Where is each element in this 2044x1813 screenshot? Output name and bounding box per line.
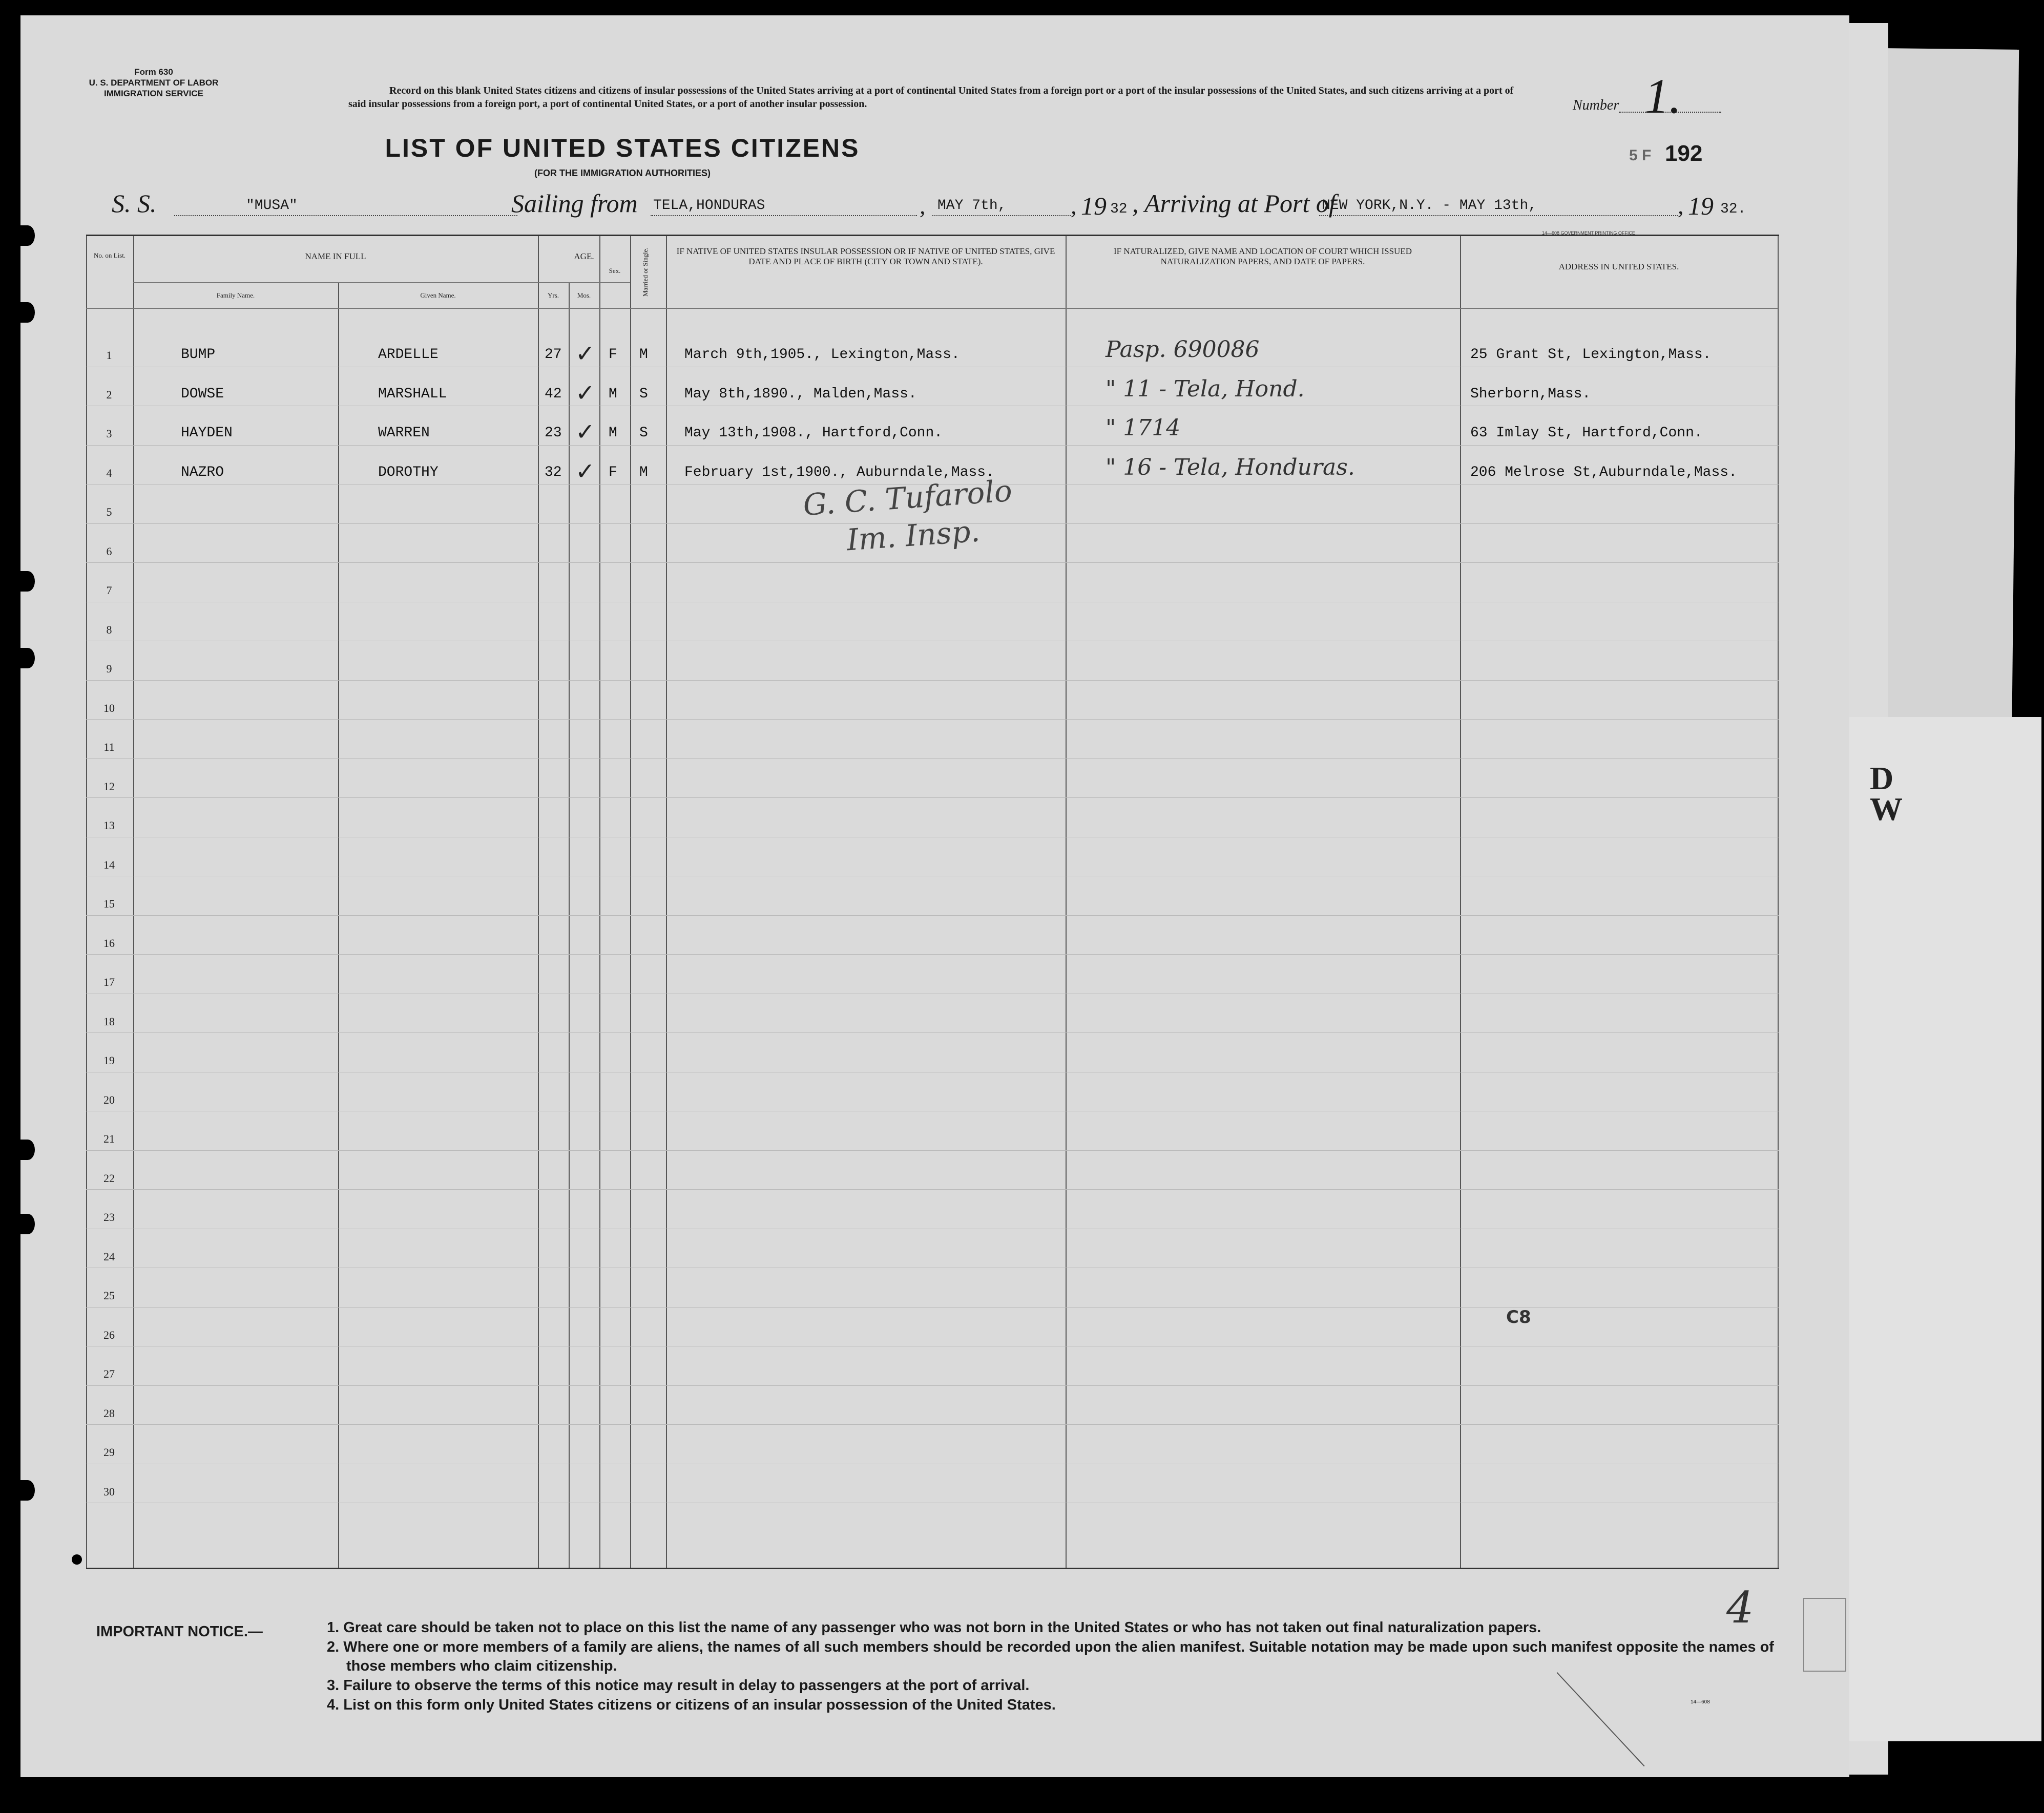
punch-hole: [20, 1140, 35, 1160]
row-number: 27: [103, 1367, 115, 1380]
arrival-port-date: NEW YORK,N.Y. - MAY 13th,: [1322, 198, 1537, 214]
birth-cell: May 13th,1908., Hartford,Conn.: [684, 425, 943, 441]
page-title: LIST OF UNITED STATES CITIZENS: [385, 134, 860, 162]
stamp-prefix: 5 F: [1629, 147, 1652, 164]
row-line: [86, 680, 1779, 681]
arriving-label: , Arriving at Port of: [1132, 189, 1336, 218]
row-number: 11: [103, 741, 115, 753]
row-number: 18: [103, 1015, 115, 1028]
row-number: 14: [103, 858, 115, 871]
number-value: 1.: [1644, 69, 1681, 123]
age-years-cell: 23: [545, 425, 562, 441]
punch-hole: [20, 1214, 35, 1234]
age-years-cell: 27: [545, 347, 562, 363]
family-name-cell: DOWSE: [181, 386, 224, 402]
column-header-sex: Sex.: [609, 267, 621, 275]
passenger-table: [86, 235, 1779, 1569]
row-number: 30: [103, 1485, 115, 1498]
row-line: [86, 1032, 1779, 1033]
row-line: [86, 719, 1779, 720]
separator: ,: [920, 193, 926, 219]
row-number: 10: [103, 701, 115, 714]
sex-cell: M: [609, 386, 617, 402]
column-header-mos: Mos.: [577, 291, 591, 299]
column-header-yrs: Yrs.: [547, 291, 559, 299]
header-rule: [133, 282, 630, 283]
punch-hole: [20, 648, 35, 668]
naturalization-papers-cell: " 16 - Tela, Honduras.: [1106, 454, 1355, 480]
sailing-underline: [651, 215, 917, 216]
punch-hole: [72, 1554, 82, 1565]
sailing-date: MAY 7th,: [937, 198, 1007, 214]
row-number: 16: [103, 936, 115, 950]
row-line: [86, 758, 1779, 759]
column-header-birth: IF NATIVE OF UNITED STATES INSULAR POSSESSION OR IF NATIVE OF UNITED STATES, GIVE DATE AND PLACE OF BIRTH (CITY OR TOWN AND STATE).: [676, 246, 1055, 266]
column-rule: [569, 282, 570, 1568]
column-rule: [599, 236, 600, 1568]
marital-status-cell: S: [639, 425, 648, 441]
sailing-year-prefix: 19: [1081, 192, 1107, 220]
manifest-page: [20, 15, 1849, 1777]
marital-status-cell: S: [639, 386, 648, 402]
column-header-address: ADDRESS IN UNITED STATES.: [1558, 262, 1679, 271]
separator: ,: [1678, 193, 1684, 219]
naturalization-papers-cell: " 11 - Tela, Hond.: [1106, 375, 1305, 402]
column-rule: [1460, 236, 1461, 1568]
family-name-cell: HAYDEN: [181, 425, 233, 441]
row-line: [86, 954, 1779, 955]
age-years-cell: 42: [545, 386, 562, 402]
given-name-cell: MARSHALL: [378, 386, 447, 402]
punch-hole: [20, 1480, 35, 1501]
row-number: 13: [103, 819, 115, 832]
column-header-married: Married or Single.: [641, 247, 649, 297]
row-number: 4: [106, 466, 112, 479]
row-number: 25: [103, 1289, 115, 1302]
stamp-number: 192: [1665, 141, 1703, 166]
page-subtitle: (FOR THE IMMIGRATION AUTHORITIES): [534, 168, 711, 178]
row-number: 23: [103, 1211, 115, 1224]
printing-office-note: 14—608 GOVERNMENT PRINTING OFFICE: [1542, 230, 1635, 236]
marital-status-cell: M: [639, 464, 648, 480]
row-number: 6: [106, 544, 112, 558]
form-instructions: Record on this blank United States citizens and citizens of insular possessions of the United States arriving at a port of continental United States from a foreign port or a port of the insular possessions of the United States, and such citizens arriving at a port of said insular possessions from a foreign port, a port of continental United States, or a port of another insular possession.: [348, 85, 1514, 110]
column-header-given: Given Name.: [420, 291, 456, 299]
column-header-naturalized: IF NATURALIZED, GIVE NAME AND LOCATION OF COURT WHICH ISSUED NATURALIZATION PAPERS, AND DATE OF PAPERS.: [1113, 246, 1412, 266]
age-years-cell: 32: [545, 464, 562, 480]
notice-item: 1. Great care should be taken not to place on this list the name of any passenger who was not born in the United States or who has not taken out final naturalization papers.: [327, 1619, 1541, 1636]
notice-label: IMPORTANT NOTICE.—: [96, 1624, 263, 1640]
column-rule: [666, 236, 667, 1568]
number-label: Number: [1573, 97, 1619, 113]
row-number: 3: [106, 427, 112, 440]
notice-item: 2. Where one or more members of a family are aliens, the names of all such members should be recorded upon the alien manifest. Suitable notation may be made upon such manifest opposite the names of those members who claim citizenship.: [327, 1639, 1774, 1674]
row-number: 20: [103, 1093, 115, 1106]
column-rule: [538, 236, 539, 1568]
column-header-age: AGE.: [574, 251, 594, 261]
row-number: 28: [103, 1406, 115, 1420]
notice-list: [327, 1618, 1802, 1715]
inspector-signature: [802, 472, 1016, 562]
column-rule: [1778, 236, 1779, 1568]
naturalization-papers-cell: Pasp. 690086: [1106, 336, 1260, 363]
column-rule: [630, 236, 631, 1568]
birth-cell: February 1st,1900., Auburndale,Mass.: [684, 464, 994, 480]
sailing-year: 32: [1110, 201, 1128, 217]
punch-hole: [20, 571, 35, 592]
column-header-family: Family Name.: [216, 291, 255, 299]
row-number: 22: [103, 1171, 115, 1185]
row-number: 7: [106, 584, 112, 597]
age-months-check: ✓: [575, 457, 595, 485]
naturalization-papers-cell: " 1714: [1106, 415, 1181, 441]
sailing-from: TELA,HONDURAS: [653, 198, 765, 214]
row-number: 19: [103, 1054, 115, 1067]
sailing-date-underline: [932, 215, 1071, 216]
address-cell: Sherborn,Mass.: [1470, 386, 1591, 402]
age-months-check: ✓: [575, 418, 595, 446]
ss-label: S. S.: [112, 189, 157, 218]
given-name-cell: ARDELLE: [378, 347, 439, 363]
family-name-cell: NAZRO: [181, 464, 224, 480]
punch-hole: [20, 225, 35, 246]
separator: ,: [1071, 193, 1077, 219]
arrival-year: 32.: [1720, 201, 1746, 217]
handwritten-tally: 4: [1726, 1583, 1754, 1633]
marital-status-cell: M: [639, 347, 648, 363]
row-number: 15: [103, 897, 115, 910]
corner-box: [1803, 1598, 1846, 1672]
sailing-label: Sailing from: [511, 189, 638, 218]
row-number: 17: [103, 976, 115, 988]
row-line: [86, 1189, 1779, 1190]
notice-item: 3. Failure to observe the terms of this notice may result in delay to passengers at the port of arrival.: [327, 1677, 1030, 1694]
row-number: 12: [103, 779, 115, 793]
sex-cell: F: [609, 464, 617, 480]
row-number: 8: [106, 623, 112, 636]
family-name-cell: BUMP: [181, 347, 216, 363]
given-name-cell: WARREN: [378, 425, 430, 441]
service: IMMIGRATION SERVICE: [104, 89, 203, 98]
row-line: [86, 445, 1779, 446]
birth-cell: March 9th,1905., Lexington,Mass.: [684, 347, 960, 363]
row-line: [86, 562, 1779, 563]
given-name-cell: DOROTHY: [378, 464, 439, 480]
arrival-underline: [1319, 215, 1678, 216]
row-line: [86, 1385, 1779, 1386]
column-header-no: No. on List.: [93, 251, 126, 259]
form-number: Form 630: [134, 67, 173, 77]
ship-name: "MUSA": [246, 198, 298, 214]
punch-hole: [20, 302, 35, 323]
form-identifier: [41, 67, 266, 99]
row-line: [86, 915, 1779, 916]
department: U. S. DEPARTMENT OF LABOR: [89, 78, 219, 88]
stray-mark: C8: [1506, 1307, 1531, 1327]
row-number: 2: [106, 388, 112, 401]
sex-cell: F: [609, 347, 617, 363]
row-number: 29: [103, 1446, 115, 1459]
column-rule: [133, 236, 134, 1568]
column-rule: [86, 236, 87, 1568]
overlapping-sheet-text: D W: [1870, 760, 1903, 827]
address-cell: 206 Melrose St,Auburndale,Mass.: [1470, 464, 1737, 480]
header-rule: [86, 308, 1779, 309]
ss-underline: [174, 215, 517, 216]
birth-cell: May 8th,1890., Malden,Mass.: [684, 386, 917, 402]
column-header-name: NAME IN FULL: [305, 251, 366, 261]
row-line: [86, 1424, 1779, 1425]
signature-title: Im. Insp.: [845, 513, 982, 558]
sex-cell: M: [609, 425, 617, 441]
row-number: 26: [103, 1328, 115, 1341]
signature-name: G. C. Tufarolo: [802, 473, 1013, 523]
form-code: 14—608: [1691, 1699, 1710, 1705]
row-line: [86, 797, 1779, 798]
row-number: 9: [106, 662, 112, 675]
age-months-check: ✓: [575, 340, 595, 367]
age-months-check: ✓: [575, 378, 595, 407]
row-line: [86, 1150, 1779, 1151]
row-number: 1: [106, 349, 112, 362]
row-number: 21: [103, 1132, 115, 1145]
address-cell: 25 Grant St, Lexington,Mass.: [1470, 347, 1712, 363]
column-rule: [338, 282, 339, 1568]
notice-item: 4. List on this form only United States citizens or citizens of an insular possession of the United States.: [327, 1697, 1056, 1713]
row-number: 24: [103, 1250, 115, 1263]
row-number: 5: [106, 505, 112, 518]
arrival-year-prefix: 19: [1688, 192, 1714, 220]
address-cell: 63 Imlay St, Hartford,Conn.: [1470, 425, 1703, 441]
column-rule: [1066, 236, 1067, 1568]
